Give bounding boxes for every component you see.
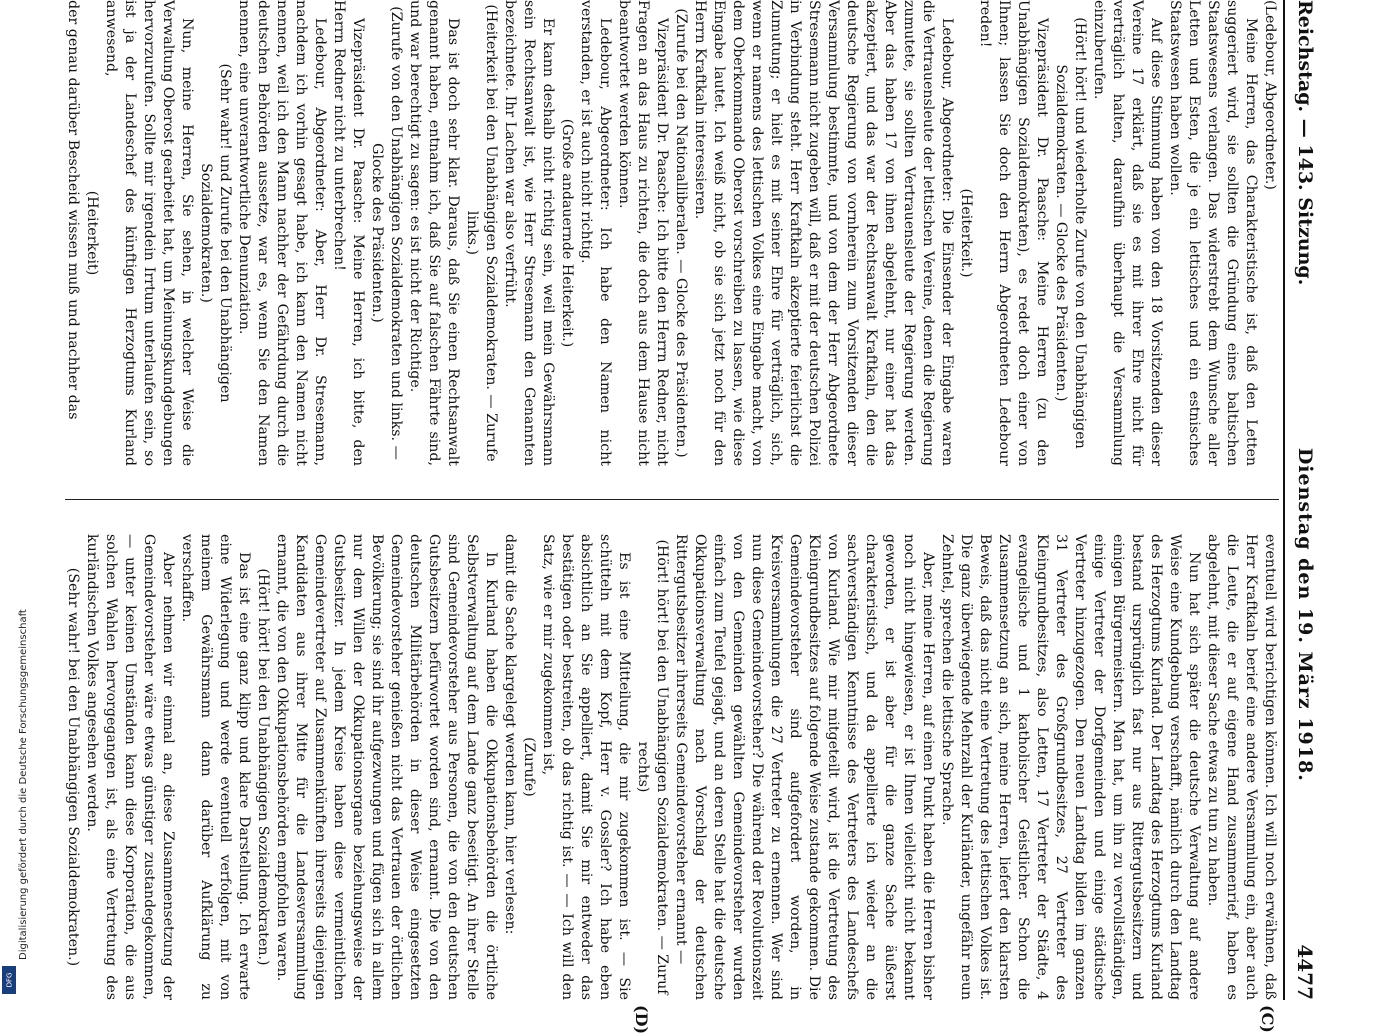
interjection: (Hört! hört! bei den Unabhängigen Sozialdemokraten. — Zuruf rechts): [635, 539, 670, 995]
paragraph: Das ist eine ganz klipp und klare Darstellung. Ich erwarte eine Widerlegung und werde eventuell verfolgen, mit von meinem Gewährsmann dann darüber Aufklärung zu verschaffen.: [179, 534, 252, 1000]
paragraph: Ledebour, Abgeordneter: Die Einsender der Eingabe waren die Vertrauensleute der lettischen Vereine, denen die Regierung zumutete, sie sollten Vertrauensleute der Regierung werden. Aber das haben 17 von ihnen abgelehnt, nur einer hat das akzeptiert, und das war der Rechtsanwalt Kraftkaln, den die deutsche Regierung von vornherein zum Vorsitzenden dieser Versammlung bestimmte, und von dem der Herr Abgeordnete Stresemann nicht zugeben will, daß er mit der deutschen Polizei in Verbindung steht. Herr Kraftkaln akzeptierte feierlichst die Zumutung; er hielt es mit seiner Ehre für verträglich, sich, wenn er namens des lettischen Volkes eine Eingabe macht, von dem Oberkommando Oberost vorschreiben zu lassen, wie diese Eingabe lautet. Ich weiß nicht, ob sie sich jetzt noch für den Herrn Kraftkaln interessieren.: [692, 0, 955, 466]
left-column: [65, 0, 1279, 466]
text-columns: [65, 0, 1279, 1034]
paragraph: damit die Sache klargelegt werden kann, hier verlesen:: [502, 534, 518, 935]
interjection: (Heiterkeit): [84, 190, 100, 276]
interjection: (Große andauernde Heiterkeit.): [559, 118, 575, 348]
interjection: (Heiterkeit.): [958, 188, 974, 278]
paragraph: Nun, meine Herren, Sie sehen, in welcher Weise die Verwaltung Oberost gearbeitet hat, um Meinungskundgebungen hervorzurufen. Sollte mir irgendein Irrtum unterlaufen sein, so ist ja der Landeschef des künftigen Herzogtums Kurland anwesend,: [103, 0, 195, 466]
page-header: [1283, 0, 1325, 1000]
digitization-credit: [2, 0, 29, 1000]
paragraph: Meine Herren, das Charakteristische ist, daß den Letten suggeriert wird, sie sollten die Gründung eines baltischen Staatswesens verlangen. Das widerstrebt dem Wunsche aller Letten und Esten, die je ein lettisches und ein estnisches Staatswesen haben wollen.: [1167, 0, 1259, 466]
interjection: (Zurufe): [521, 737, 537, 797]
paragraph: Es ist eine Mitteilung, die mir zugekommen ist. — Sie schütteln mit dem Kopf, Herr v. Gossler? Ich habe eben absichtlich an Sie appelliert, damit Sie mir entweder das bestätigen oder bestreiten, ob das richtig ist. — — Ich will den Satz, wie er mir zugekommen ist,: [540, 534, 632, 1000]
page-number: 4477: [1293, 944, 1317, 1000]
paragraph: Aber nehmen wir einmal an, diese Zusammensetzung der Gemeindevorsteher wäre etwas günstiger zustandegekommen, — unter keinen Umständen kann diese Korporation, die aus solchen Wahlen hervorgegangen ist, als eine Vertretung des kurländischen Volkes angesehen werden.: [84, 534, 176, 1000]
paragraph: Auf diese Stimmung haben von den 18 Vorsitzenden dieser Vereine 17 erklärt, daß sie es mit ihrer Ehre nicht für verträglich halten, daraufhin überhaupt die Versammlung einzuberufen.: [1091, 0, 1164, 466]
interjection: (Hört! hört! bei den Unabhängigen Sozialdemokraten.): [255, 568, 271, 966]
paragraph: Vizepräsident Dr. Paasche: Meine Herren, ich bitte, den Herrn Redner nicht zu unterbrechen!: [331, 0, 366, 466]
interjection: (Hört! hört! und wiederholte Zurufe von den Unabhängigen Sozialdemokraten. — Glocke des Präsidenten.): [1053, 17, 1088, 449]
paragraph: Vizepräsident Dr. Paasche: Meine Herren (zu den Unabhängigen Sozialdemokraten), es redet doch einer von Ihnen; lassen Sie doch den Herrn Abgeordneten Ledebour reden!: [977, 0, 1050, 466]
interjection: (Sehr wahr! bei den Unabhängigen Sozialdemokraten.): [65, 567, 81, 967]
paragraph: Er kann deshalb nicht richtig sein, weil mein Gewährsmann sein Rechtsanwalt ist, wie Herr Stresemann den Genannten bezeichnete. Ihr Lachen war also verfrüht.: [502, 0, 556, 466]
paragraph: Vizepräsident Dr. Paasche: Ich bitte den Herrn Redner, nicht Fragen an das Haus zu richten, die doch aus dem Hause nicht beantwortet werden können.: [616, 0, 670, 466]
header-right: Dienstag den 19. März 1918.: [1294, 447, 1316, 782]
interjection: (Heiterkeit bei den Unabhängigen Sozialdemokraten. — Zurufe links.): [464, 4, 499, 462]
header-left: Reichstag. — 143. Sitzung.: [1294, 0, 1316, 286]
marker-d: (D): [632, 1005, 651, 1034]
paragraph: In Kurland haben die Okkupationsbehörden die örtliche Selbstverwaltung auf dem Lande ganz beseitigt. An ihrer Stelle sind Gemeindevorsteher aus Personen, die von den deutschen Gutsbesitzern befürwortet worden sind, ernannt. Die von den deutschen Militärbehörden in dieser Weise eingesetzten Gemeindevorsteher genießen nicht das Vertrauen der örtlichen Bevölkerung; sie sind ihr aufgezwungen und fügen sich in allem nur dem Willen der Okkupationsorgane beziehungsweise der Gutsbesitzer. In jedem Kreise haben diese vermeintlichen Gemeindevertreter auf Zusammenkünften ihrerseits diejenigen Kandidaten aus ihrer Mitte für die Landesversammlung ernannt, die von den Okkupationsbehörden empfohlen waren.: [274, 534, 499, 1000]
marker-c: (C): [1258, 1005, 1277, 1033]
dfg-logo-icon: DFG: [2, 966, 16, 994]
rotated-page-content: [65, 0, 1325, 1034]
paragraph: der genau darüber Bescheid wissen muß und nachher das: [65, 0, 81, 420]
paragraph: Aber, meine Herren, auf einen Punkt haben die Herren bisher noch nicht hingewiesen, er ist Ihnen vielleicht nicht bekannt geworden, er ist aber für die ganze Sache äußerst charakteristisch, und da appellierte ich wieder an die sachverständigen Kenntnisse des Vertreters des Landeschefs von Kurland. Wie mir mitgeteilt wird, ist die Vertretung des Kleingrundbesitzes auf folgende Weise zustande gekommen. Die Gemeindevorsteher sind aufgefordert worden, in Kreisversammlungen die 27 Vertreter zu ernennen. Wer sind nun diese Gemeindevorsteher? Die während der Revolutionszeit von den Gemeinden gewählten Gemeindevorsteher wurden einfach zum Teufel gejagt, und an deren Stelle hat die deutsche Okkupationsverwaltung nach Vorschlag der deutschen Rittergutsbesitzer ihrerseits Gemeindevorsteher ernannt —: [673, 534, 936, 1000]
interjection: (Zurufe bei den Nationalliberalen. — Glocke des Präsidenten.): [673, 8, 689, 458]
paragraph: eventuell wird berichtigen können. Ich will noch erwähnen, daß Herr Kraftkaln berief eine andere Versammlung ein, aber auch die Leute, die er auf eigene Hand zusammenrief, haben es abgelehnt, mit dieser Sache etwas zu tun zu haben.: [1205, 534, 1278, 1000]
credit-text: Digitalisierung gefördert durch die Deutsche Forschungsgemeinschaft: [18, 609, 29, 960]
right-column: [65, 534, 1279, 1000]
paragraph: Ledebour, Abgeordneter: Ich habe den Namen nicht verstanden, er ist auch nicht richtig.: [578, 0, 613, 466]
paragraph: (Ledebour, Abgeordneter.): [1262, 0, 1278, 190]
interjection: (Zurufe von den Unabhängigen Sozialdemokraten und links. — Glocke des Präsidenten.): [369, 6, 404, 460]
interjection: (Sehr wahr! und Zurufe bei den Unabhängigen Sozialdemokraten.): [198, 63, 233, 403]
paragraph: Nun hat sich später die deutsche Verwaltung auf andere Weise eine Kundgebung verschafft, nämlich durch den Landtag des Herzogtums Kurland. Der Landtag des Herzogtums Kurland bestand ursprünglich fast nur aus Rittergutsbesitzern und einigen Bürgermeistern. Man hat, um ihn zu vervollständigen, einige Vertreter der Dorfgemeinden und einige städtische Vertreter hinzugezogen. Den neuen Landtag bilden im ganzen 31 Vertreter des Großgrundbesitzes, 27 Vertreter des Kleingrundbesitzes, also Letten, 17 Vertreter der Städte, 4 evangelische und 1 katholischer Geistlicher. Schon die Zusammensetzung an sich, meine Herren, liefert den klarsten Beweis, daß das nicht eine Vertretung des lettischen Volkes ist. Die ganz überwiegende Mehrzahl der Kurländer, ungefähr neun Zehntel, sprechen die lettische Sprache.: [939, 534, 1202, 1000]
column-divider: [65, 499, 1279, 500]
paragraph: Das ist doch sehr klar. Daraus, daß Sie einen Rechtsanwalt genannt haben, entnahm ich, daß Sie auf falschen Fährte sind, und war berechtigt zu sagen: es ist nicht der Richtige.: [407, 0, 461, 466]
paragraph: Ledebour, Abgeordneter: Aber, Herr Dr. Stresemann, nachdem ich vorhin gesagt habe, ich kann den Namen nicht nennen, weil ich den Mann nachher der Gefährdung durch die deutschen Behörden aussetze, war es, wenn Sie den Namen nennen, eine unverantwortliche Denunziation.: [236, 0, 328, 466]
